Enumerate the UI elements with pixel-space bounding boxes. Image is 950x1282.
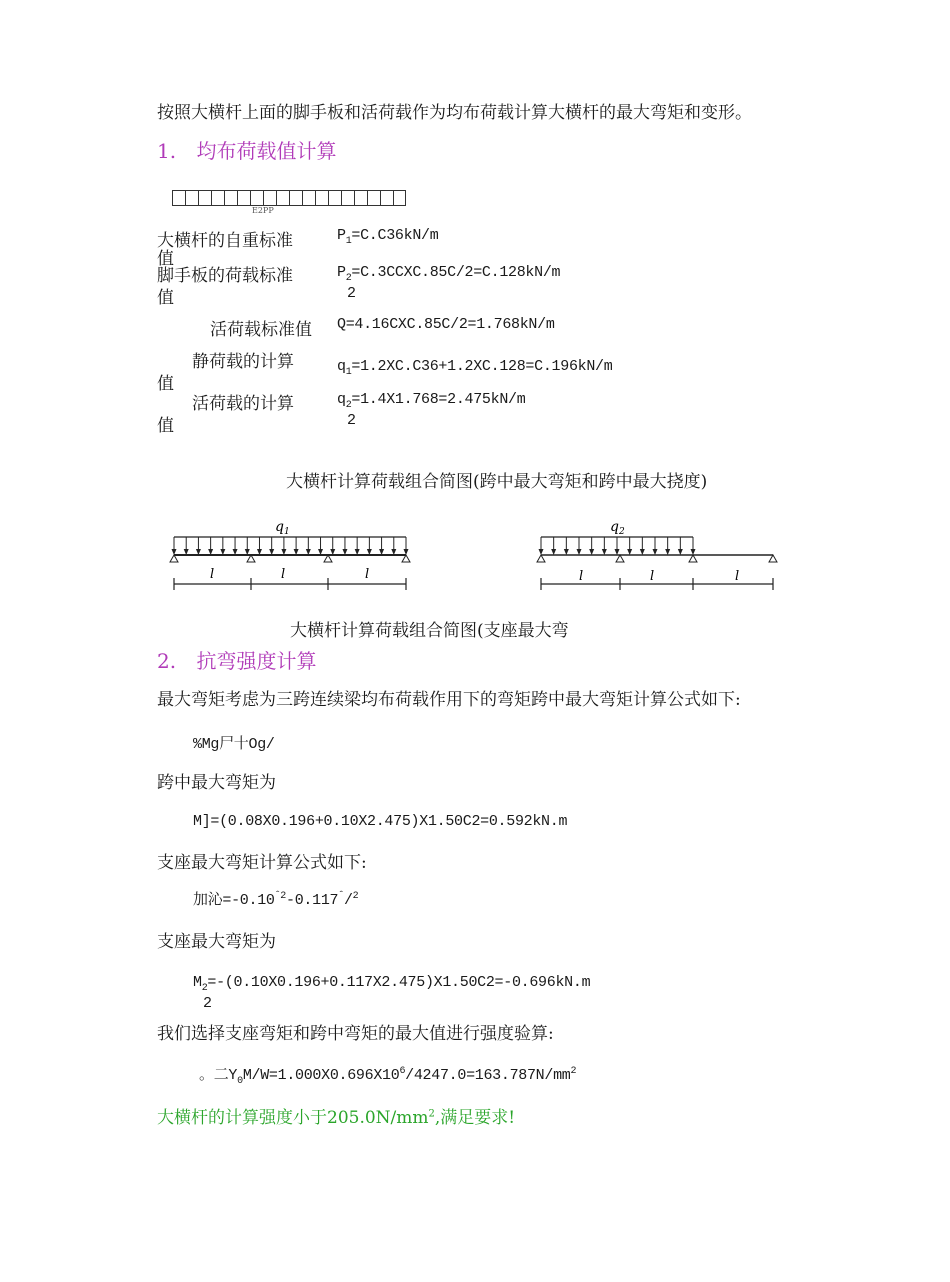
left-support <box>324 555 332 562</box>
q-value: Q=4.16CXC.85C/2=1.768kN/m <box>337 316 555 333</box>
left-supports <box>170 555 410 562</box>
beam-diagram-left <box>165 515 425 600</box>
p1-symbol: P <box>337 227 346 244</box>
p2-symbol: P <box>337 264 346 281</box>
support-max-label: 支座最大弯矩为 <box>157 932 276 952</box>
formula-support-sup3: 2 <box>352 891 359 902</box>
right-load-arrow-head <box>627 549 632 555</box>
p2-label: 脚手板的荷载标准 <box>157 266 293 286</box>
formula-support <box>193 888 358 909</box>
right-supports <box>537 555 777 562</box>
q2-label: 活荷载的计算 <box>192 394 294 414</box>
left-support <box>170 555 178 562</box>
right-load-arrow-head <box>640 549 645 555</box>
result-text <box>157 1103 515 1128</box>
right-load-arrows <box>539 537 696 555</box>
left-span-3: l <box>365 567 370 582</box>
table-fragment-text: E2PP <box>252 206 274 215</box>
right-load-arrow-head <box>665 549 670 555</box>
right-load-arrow-head <box>564 549 569 555</box>
formula-support-sup1: ˆ2 <box>274 891 287 902</box>
mid-span-label: 跨中最大弯矩为 <box>157 773 276 793</box>
m2-symbol: M <box>193 974 202 991</box>
stress-formula <box>199 1063 576 1087</box>
right-load-arrow-head <box>577 549 582 555</box>
section-2-heading <box>157 645 316 674</box>
right-span-3: l <box>735 569 740 584</box>
p2-label-b: 值 <box>157 288 174 308</box>
stress-sup2: 2 <box>570 1066 577 1077</box>
beam-diagram-right <box>533 515 783 600</box>
q2-expr: =1.4X1.768=2.475kN/m <box>351 391 526 408</box>
p2-expr: =C.3CCXC.85C/2=C.128kN/m <box>351 264 561 281</box>
p2-sub: 2 <box>345 273 352 284</box>
left-support <box>402 555 410 562</box>
q1-expr: =1.2XC.C36+1.2XC.128=C.196kN/m <box>351 358 613 375</box>
p1-sub: 1 <box>345 236 352 247</box>
formula-mid-span: %Mg尸十Og/ <box>193 736 275 753</box>
left-span-1: l <box>210 567 215 582</box>
section-2-number: 2. <box>157 649 177 673</box>
q2-under: 2 <box>347 412 356 429</box>
formula-support-c: / <box>343 892 353 909</box>
q2-symbol: q <box>337 391 346 408</box>
right-span-2: l <box>650 569 655 584</box>
right-load-arrow-head <box>653 549 658 555</box>
stress-a: 。二Y <box>199 1067 238 1084</box>
bending-intro: 最大弯矩考虑为三跨连续梁均布荷载作用下的弯矩跨中最大弯矩计算公式如下: <box>157 690 741 710</box>
m2-sub: 2 <box>201 983 208 994</box>
table-fragment <box>172 190 412 218</box>
left-span-2: l <box>281 567 286 582</box>
q-label: 活荷载标准值 <box>210 320 312 340</box>
q1-value <box>337 358 612 378</box>
formula-support-sup2: ˆ <box>338 891 344 902</box>
support-formula-label: 支座最大弯矩计算公式如下: <box>157 853 367 873</box>
right-load-arrow-head <box>678 549 683 555</box>
section-1-heading <box>157 135 336 164</box>
p1-label: 大横杆的自重标准 <box>157 231 293 251</box>
p2-under: 2 <box>347 285 356 302</box>
diagram-caption: 大横杆计算荷载组合简图(跨中最大弯矩和跨中最大挠度) <box>286 472 708 492</box>
section-1-title: 均布荷载值计算 <box>196 139 337 163</box>
q1-label-b: 值 <box>157 374 174 394</box>
right-support <box>689 555 697 562</box>
result-sup: 2 <box>428 1108 435 1120</box>
q1-label: 静荷载的计算 <box>192 352 294 372</box>
q2-label-b: 值 <box>157 416 174 436</box>
stress-b: M/W=1.000X0.696X10 <box>242 1067 400 1084</box>
result-b: ,满足要求! <box>434 1108 516 1128</box>
right-load-arrow-head <box>589 549 594 555</box>
left-load-label: $q_1$ <box>275 519 290 537</box>
q2-value <box>337 391 525 411</box>
right-support <box>537 555 545 562</box>
q1-sub: 1 <box>345 367 352 378</box>
result-a: 大横杆的计算强度小于205.0N/mm <box>157 1108 429 1128</box>
right-support <box>769 555 777 562</box>
m2-under: 2 <box>203 995 212 1012</box>
left-load-arrows <box>172 537 409 555</box>
m1-value: M]=(0.08X0.196+0.10X2.475)X1.50C2=0.592kN.m <box>193 813 568 830</box>
p2-value <box>337 264 560 284</box>
right-load-label: $q_2$ <box>610 519 625 537</box>
left-support <box>247 555 255 562</box>
m2-expr: =-(0.10X0.196+0.117X2.475)X1.50C2=-0.696kN.m <box>207 974 591 991</box>
formula-support-a: 加沁=-0.10 <box>193 892 275 909</box>
q2-sub: 2 <box>345 400 352 411</box>
stress-sup: 6 <box>399 1066 406 1077</box>
stress-sub: 0 <box>237 1076 243 1087</box>
p1-expr: =C.C36kN/m <box>351 227 439 244</box>
intro-paragraph: 按照大横杆上面的脚手板和活荷载作为均布荷载计算大横杆的最大弯矩和变形。 <box>157 103 752 123</box>
p1-label-cut: 值 <box>157 249 174 269</box>
section-2-title: 抗弯强度计算 <box>196 649 317 673</box>
m2-value <box>193 974 590 994</box>
section-1-number: 1. <box>157 139 177 163</box>
right-load-arrow-head <box>602 549 607 555</box>
diagram-caption-2: 大横杆计算荷载组合简图(支座最大弯 <box>290 621 569 641</box>
right-span-1: l <box>579 569 584 584</box>
q1-symbol: q <box>337 358 346 375</box>
p1-value <box>337 227 438 247</box>
choose-text: 我们选择支座弯矩和跨中弯矩的最大值进行强度验算: <box>157 1024 554 1044</box>
table-fragment-grid <box>172 190 412 214</box>
formula-support-b: -0.117 <box>286 892 339 909</box>
stress-c: /4247.0=163.787N/mm <box>405 1067 571 1084</box>
right-load-arrow-head <box>615 549 620 555</box>
right-support <box>616 555 624 562</box>
right-load-arrow-head <box>551 549 556 555</box>
